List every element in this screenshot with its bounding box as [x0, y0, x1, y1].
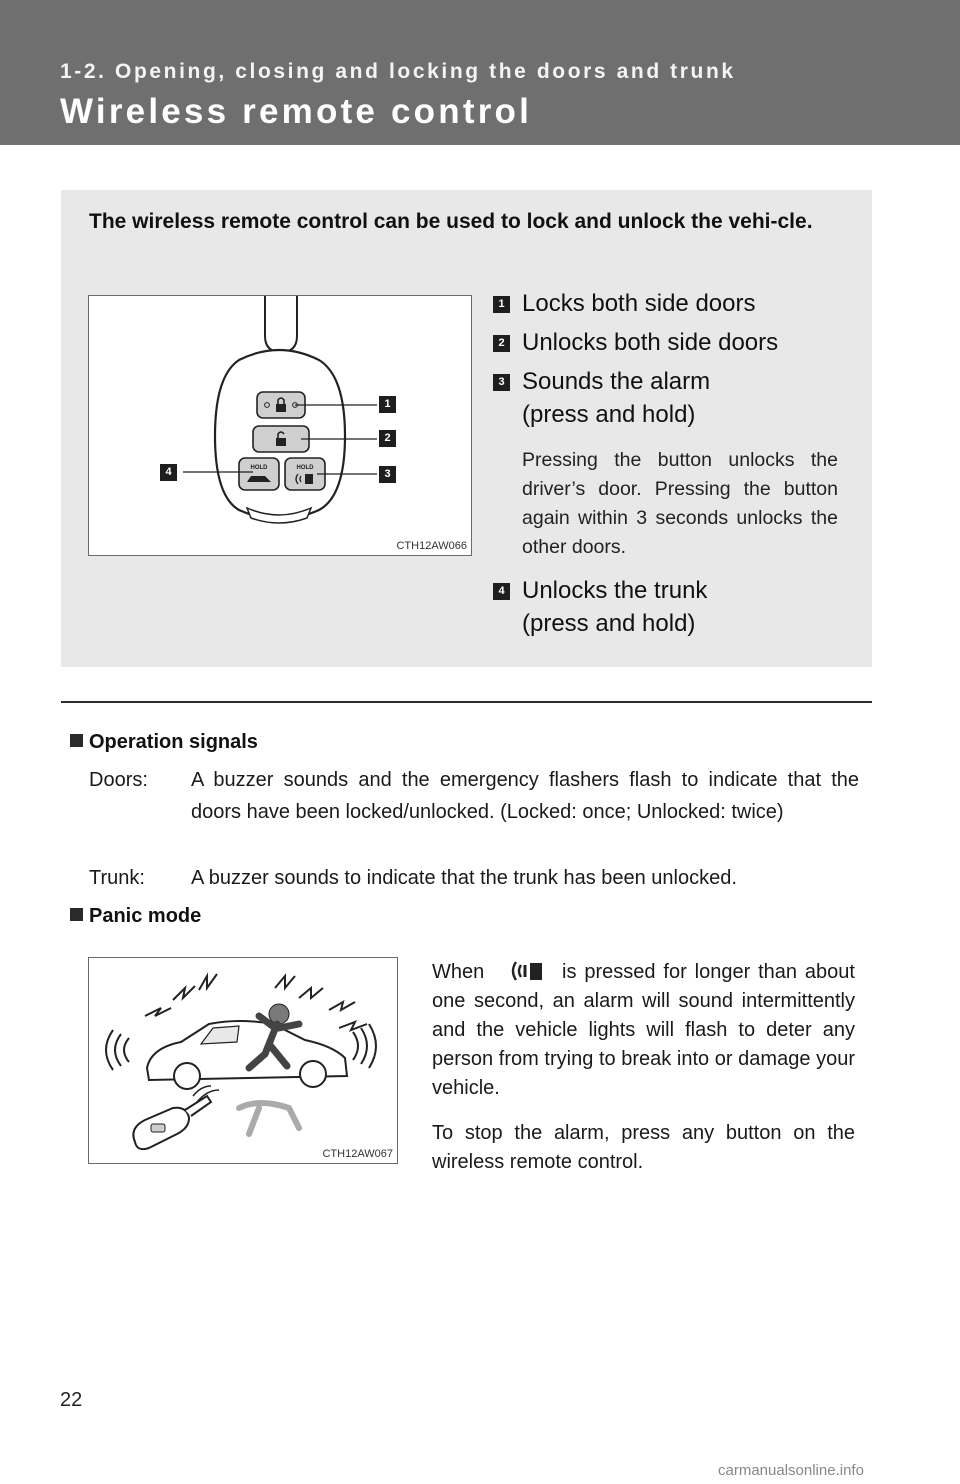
intro-text: The wireless remote control can be used to lock and unlock the vehi-cle. [89, 210, 813, 233]
item-3-sub: (press and hold) [522, 401, 696, 428]
page-title: Wireless remote control [60, 92, 533, 131]
item-badge-4: 4 [493, 583, 510, 600]
watermark: carmanualsonline.info [718, 1462, 864, 1479]
callout-2: 2 [379, 430, 396, 447]
item-4-sub: (press and hold) [522, 610, 696, 637]
page-header [0, 0, 960, 145]
callout-3: 3 [379, 466, 396, 483]
callout-4: 4 [160, 464, 177, 481]
callout-1: 1 [379, 396, 396, 413]
item-badge-1: 1 [493, 296, 510, 313]
operation-signals-title: Operation signals [89, 731, 258, 753]
item-2-label: Unlocks both side doors [522, 329, 779, 356]
square-bullet-icon [70, 908, 83, 921]
doors-term: Doors: [89, 769, 148, 791]
remote-key-drawing [89, 296, 471, 555]
panic-description: is pressed for longer than about one second, an alarm will sound intermittently and the vehicle lights will flash to deter any person from trying to break into or damage your vehicle. [432, 961, 855, 1099]
panic-paragraph-1 [432, 958, 855, 1103]
panic-when-text: When [432, 961, 485, 983]
hold-label-trunk: HOLD [250, 465, 268, 471]
hold-label-alarm: HOLD [296, 465, 314, 471]
panic-scene-drawing [89, 958, 397, 1163]
panic-mode-title: Panic mode [89, 905, 202, 927]
trunk-description: A buzzer sounds to indicate that the trunk has been unlocked. [191, 867, 737, 889]
panic-mode-illustration [88, 957, 398, 1164]
trunk-term: Trunk: [89, 867, 145, 889]
figure-code: CTH12AW066 [396, 540, 467, 552]
item-3-label: Sounds the alarm [522, 368, 711, 395]
item-1-label: Locks both side doors [522, 290, 756, 317]
section-divider [61, 701, 872, 703]
item-3-note: Pressing the button unlocks the driver’s door. Pressing the button again within 3 seconds unlocks the other doors. [522, 449, 838, 558]
operation-signals-heading [70, 731, 258, 754]
doors-description: A buzzer sounds and the emergency flashers flash to indicate that the doors have been locked/unlocked. (Locked: once; Unlocked: twice) [191, 769, 859, 823]
panic-mode-heading [70, 905, 201, 928]
panic-paragraph-2: To stop the alarm, press any button on the wireless remote control. [432, 1122, 855, 1173]
remote-key-illustration [88, 295, 472, 556]
item-badge-2: 2 [493, 335, 510, 352]
item-badge-3: 3 [493, 374, 510, 391]
item-4-label: Unlocks the trunk [522, 577, 708, 604]
figure-code: CTH12AW067 [322, 1148, 393, 1160]
alarm-button-icon [492, 958, 554, 984]
square-bullet-icon [70, 734, 83, 747]
section-heading: 1-2. Opening, closing and locking the doors and trunk [60, 60, 736, 83]
page-number: 22 [60, 1389, 83, 1411]
